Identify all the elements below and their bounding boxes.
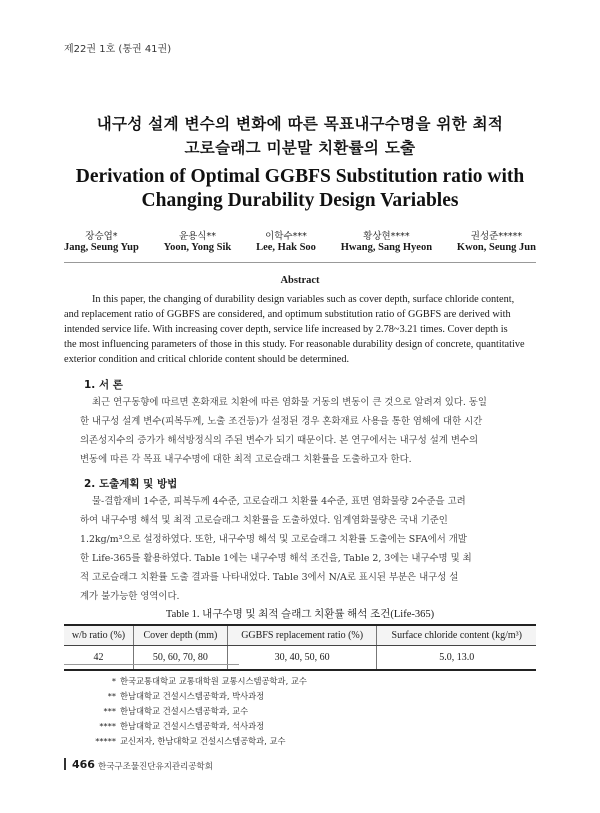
body-line: 한 Life-365를 활용하였다. Table 1에는 내구수명 해석 조건을, Table 2, 3에는 내구수명 및 최 (80, 553, 472, 564)
body-line: 의존성지수의 증가가 해석방정식의 주된 변수가 되기 때문이다. 본 연구에서는 내구성 설계 변수의 (80, 435, 479, 446)
author-english-name: Kwon, Seung Jun (456, 242, 536, 253)
author (457, 228, 536, 253)
page-number: 466 (72, 758, 95, 771)
table-1-caption: Table 1. 내구수명 및 최적 슬래그 치환률 해석 조건(Life-365) (165, 609, 435, 620)
footnote (80, 734, 307, 749)
footnote-mark: ***** (95, 736, 116, 746)
table-row (64, 646, 536, 671)
section-1-heading: 1. 서 론 (84, 379, 123, 391)
footnote-text: 한남대학교 건설시스템공학과, 박사과정 (120, 691, 265, 701)
body-line: 적 고로슬래그 치환률 도출 결과를 나타내었다. Table 3에서 N/A로 표시된 부분은 내구성 설 (80, 572, 459, 583)
body-line: 계가 불가능한 영역이다. (80, 591, 180, 602)
abstract-line: intended service life. With increasing cover depth, service life increased by 2.78~3.21 times. Cover depth is (64, 324, 508, 335)
author-english-name: Hwang, Sang Hyeon (340, 242, 433, 253)
footnote-mark: ** (107, 691, 116, 701)
table-header-cell: Surface chloride content (kg/m³) (377, 625, 536, 646)
author-korean-name: 황상현**** (363, 231, 410, 242)
author (64, 228, 139, 253)
footnote (80, 689, 307, 704)
author-english-name: Yoon, Yong Sik (163, 242, 232, 253)
author-korean-name: 윤용식** (178, 231, 216, 242)
abstract-body (64, 292, 536, 367)
body-line: 하여 내구수명 해석 및 최적 고로슬래그 치환률을 도출하였다. 임계염화물량은 국내 기준인 (80, 515, 448, 526)
author-korean-name: 장승엽* (85, 231, 118, 242)
table-cell: 30, 40, 50, 60 (227, 646, 377, 671)
journal-name: 한국구조물진단유지관리공학회 (98, 762, 213, 772)
footnote-text: 교신저자, 한남대학교 건설시스템공학과, 교수 (120, 736, 286, 746)
footnote-mark: * (111, 676, 116, 686)
issue-info: 제22권 1호 (통권 41권) (64, 44, 172, 55)
footnote-mark: *** (103, 706, 116, 716)
abstract-line: exterior condition and critical chloride content should be determined. (64, 354, 350, 365)
footnote-text: 한남대학교 건설시스템공학과, 석사과정 (120, 721, 265, 731)
korean-title-line-1: 내구성 설계 변수의 변화에 따른 목표내구수명을 위한 최적 (96, 115, 504, 133)
table-cell: 5.0, 13.0 (377, 646, 536, 671)
korean-title-line-2: 고로슬래그 미분말 치환률의 도출 (184, 139, 416, 157)
english-title-line-1: Derivation of Optimal GGBFS Substitution ratio with (75, 166, 525, 187)
english-title-line-2: Changing Durability Design Variables (141, 190, 459, 211)
abstract-line: the most influencing parameters of those in this study. For reasonable durability design of concrete, quantitative (64, 339, 525, 350)
author (341, 228, 432, 253)
footnote (80, 704, 307, 719)
table-header-row (64, 625, 536, 646)
body-line: 최근 연구동향에 따르면 혼화재료 치환에 따른 염화물 거동의 변동이 큰 것으로 알려져 있다. 동일 (92, 397, 487, 408)
abstract-line: and replacement ratio of GGBFS are considered, and optimum substitution ratio of GGBFS are derived with (64, 309, 511, 320)
footnote-text: 한남대학교 건설시스템공학과, 교수 (120, 706, 249, 716)
table-cell: 50, 60, 70, 80 (133, 646, 227, 671)
page-number-bar (64, 758, 66, 770)
footnote (80, 719, 307, 734)
section-2-body (80, 492, 536, 606)
author-list (64, 228, 536, 253)
author (164, 228, 232, 253)
author-english-name: Jang, Seung Yup (64, 242, 139, 253)
section-1-body (80, 393, 536, 469)
footnote (80, 674, 307, 689)
abstract-heading: Abstract (280, 275, 320, 286)
body-line: 1.2kg/m³으로 설정하였다. 또한, 내구수명 해석 및 고로슬래그 치환률 도출에는 SFA에서 개발 (80, 534, 467, 545)
body-line: 한 내구성 설계 변수(피복두께, 노출 조건등)가 설정된 경우 혼화재료 사용을 통한 염해에 대한 시간 (80, 416, 483, 427)
author-korean-name: 권성준***** (470, 231, 523, 242)
author-english-name: Lee, Hak Soo (256, 242, 316, 253)
abstract-line: In this paper, the changing of durability design variables such as cover depth, surface chloride content, (92, 294, 515, 305)
author-korean-name: 이학수*** (265, 231, 307, 242)
section-2-heading: 2. 도출계획 및 방법 (84, 478, 178, 490)
table-header-cell: GGBFS replacement ratio (%) (227, 625, 377, 646)
footnote-list (80, 674, 307, 749)
body-line: 물-결합재비 1수준, 피복두께 4수준, 고로슬래그 치환률 4수준, 표면 염화물량 2수준을 고려 (92, 496, 466, 507)
body-line: 변동에 따른 각 목표 내구수명에 대한 최적 고로슬래그 치환률을 도출하고자 한다. (80, 454, 412, 465)
footnote-text: 한국교통대학교 교통대학원 교통시스템공학과, 교수 (120, 676, 307, 686)
table-header-cell: w/b ratio (%) (64, 625, 133, 646)
footnote-divider (64, 664, 239, 665)
author (256, 228, 316, 253)
table-cell: 42 (64, 646, 133, 671)
footnote-mark: **** (99, 721, 116, 731)
table-header-cell: Cover depth (mm) (133, 625, 227, 646)
header-divider (64, 262, 536, 263)
